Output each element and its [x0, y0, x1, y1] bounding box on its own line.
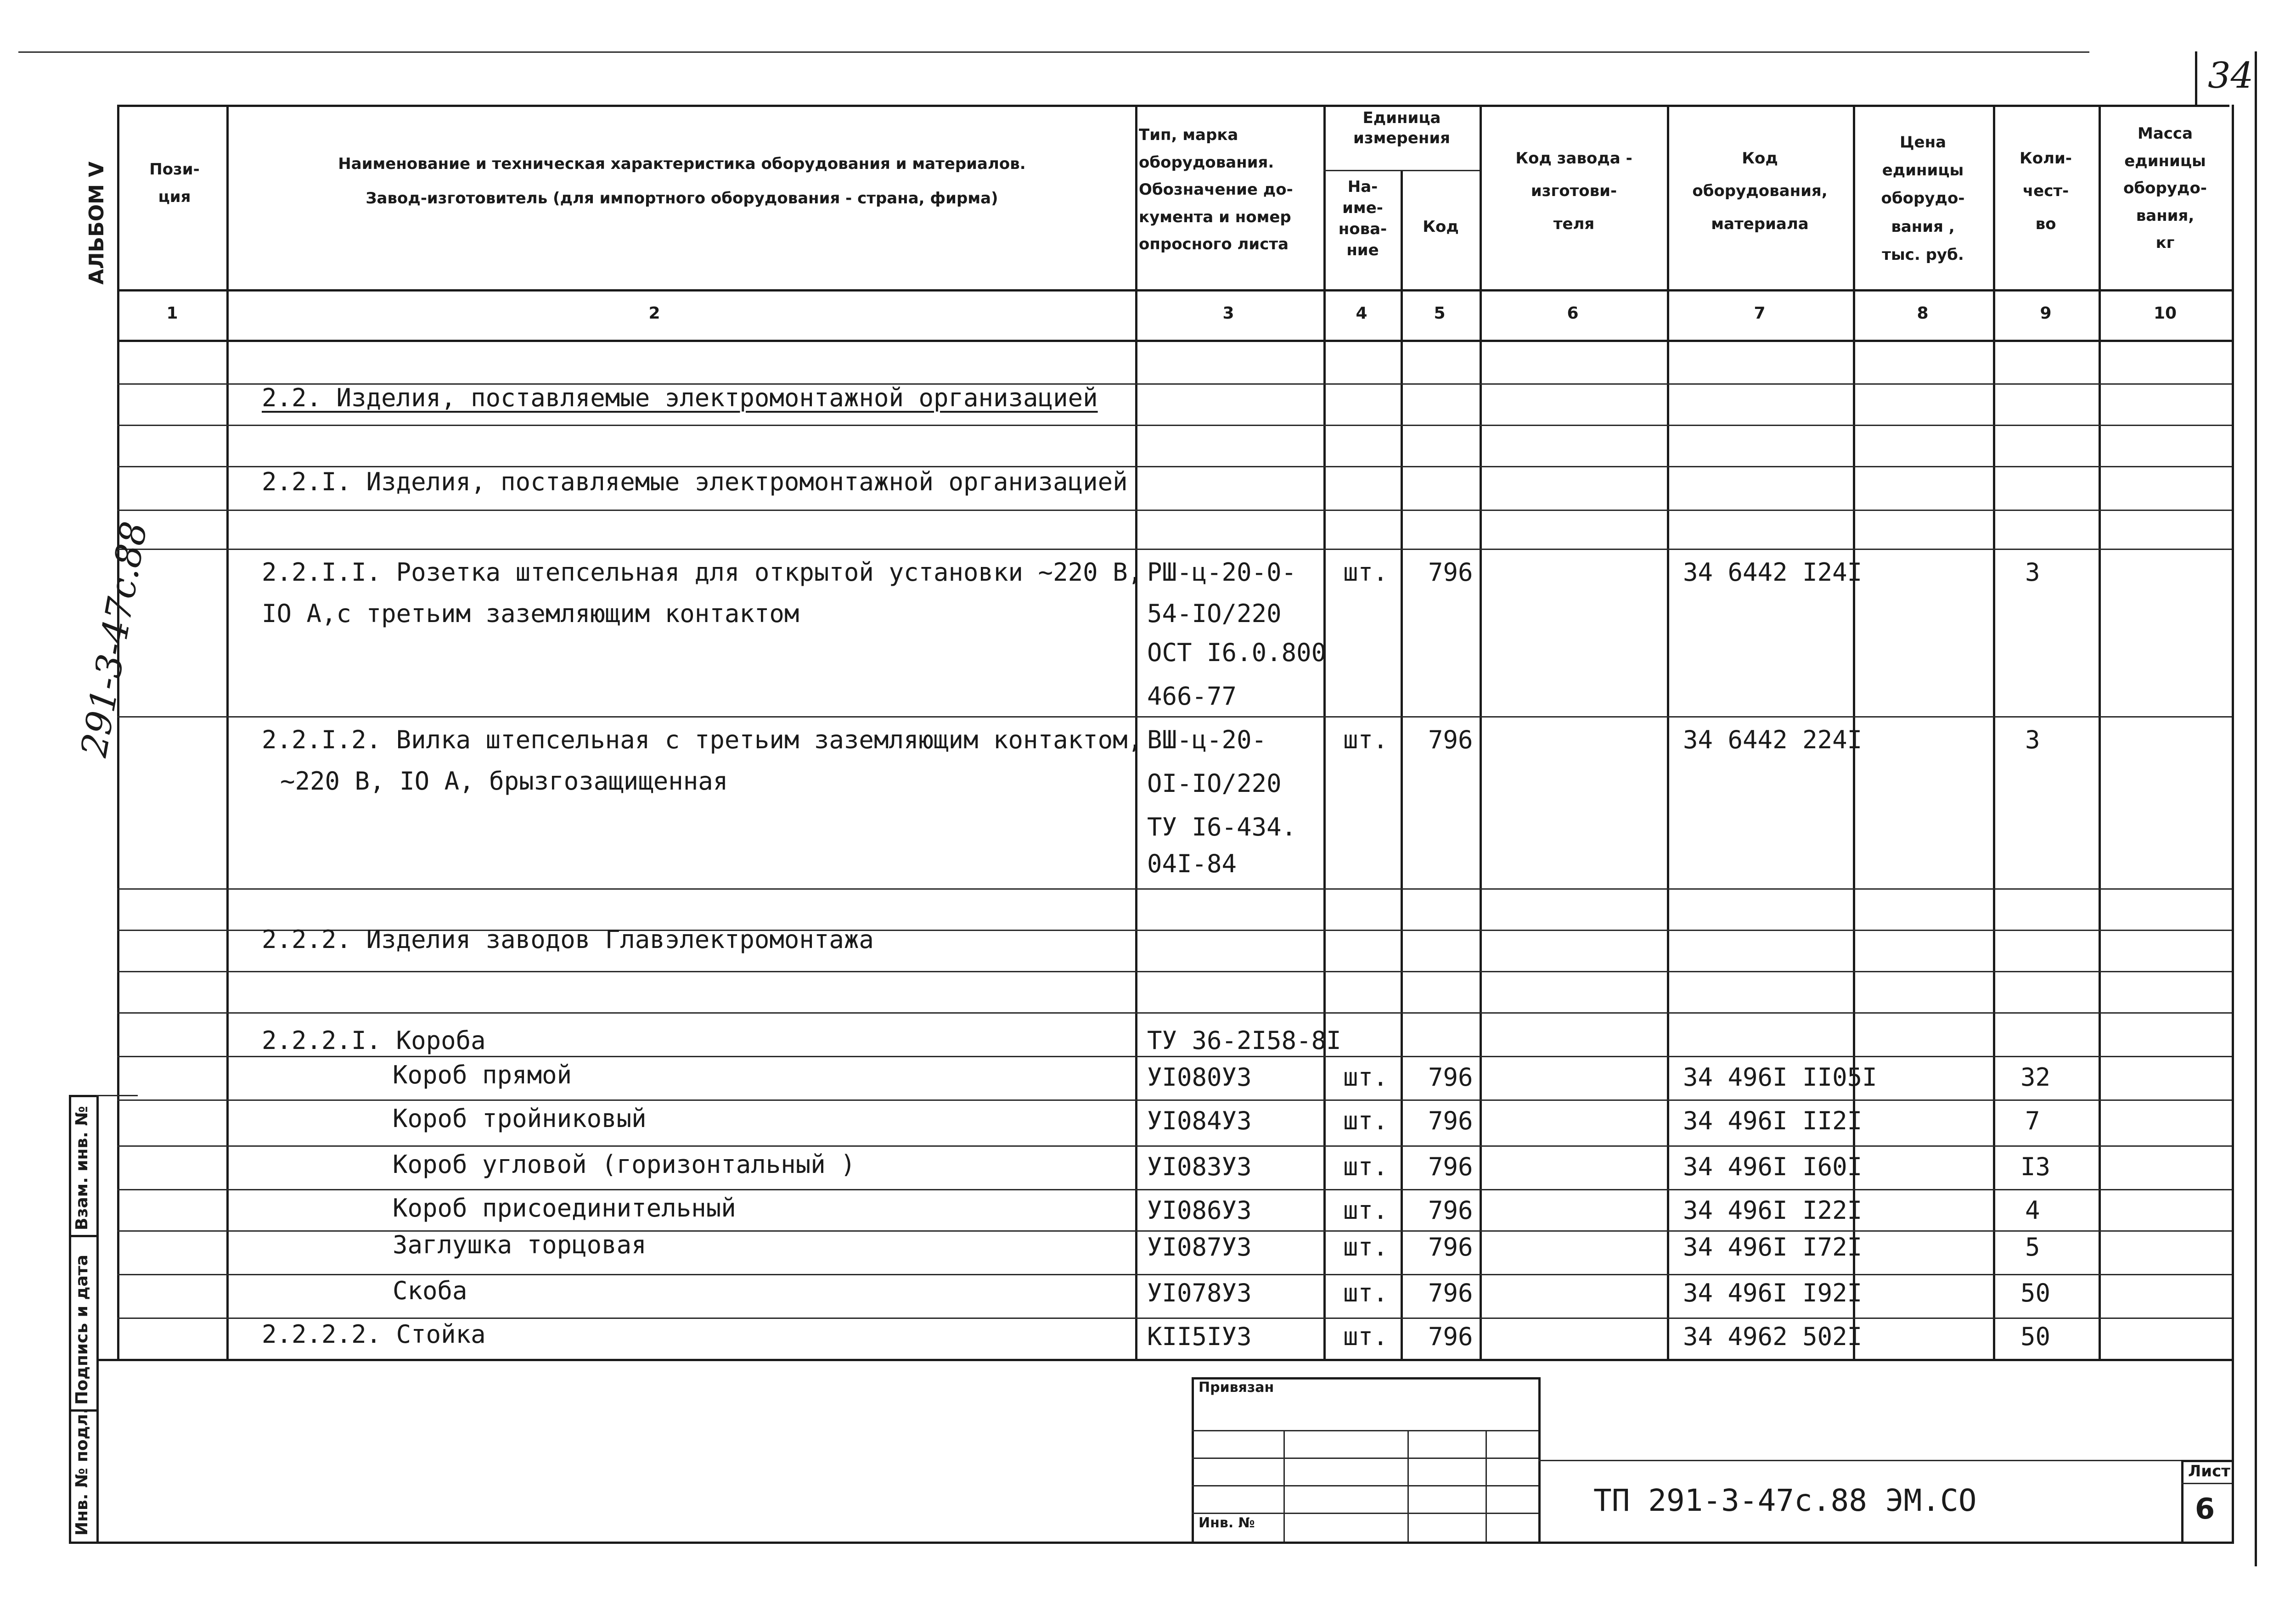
row-name: 2.2.I. Изделия, поставляемые электромонтажной организацией [262, 467, 1128, 496]
row-qty: 3 [2025, 558, 2040, 587]
sheet-label: Лист [2188, 1462, 2230, 1480]
row-type: 04I-84 [1147, 849, 1237, 878]
row-code: 34 496I I60I [1683, 1152, 1863, 1181]
row-qty: 50 [2020, 1322, 2051, 1351]
row-code: 34 4962 502I [1683, 1322, 1863, 1351]
col-num-4: 4 [1356, 304, 1367, 323]
row-name: Короб тройниковый [393, 1104, 647, 1133]
row-name: 2.2.I.2. Вилка штепсельная с третьим заземляющим контактом, [262, 725, 1143, 754]
col-num-1: 1 [166, 304, 178, 323]
row-type: ВШ-ц-20- [1147, 725, 1267, 754]
row-unit: шт. [1343, 1196, 1388, 1225]
header-manufacturer-code: Код завода - изготови- теля [1515, 149, 1632, 233]
row-code: 34 496I II05I [1683, 1063, 1877, 1092]
row-type: УI080У3 [1147, 1063, 1252, 1092]
handwritten-code: 291-3-47с.88 [73, 518, 156, 760]
sheet-number: 6 [2195, 1492, 2215, 1525]
stamp-bound-label: Привязан [1199, 1379, 1274, 1396]
row-code: 34 496I II2I [1683, 1106, 1863, 1135]
row-unit: шт. [1343, 1233, 1388, 1262]
header-equipment-code: Код оборудования, материала [1692, 149, 1828, 233]
row-unit: шт. [1343, 1063, 1388, 1092]
header-name: Наименование и техническая характеристика оборудования и материалов. Завод-изготовитель (для импортного оборудования - страна, фирма) [338, 155, 1026, 207]
row-type: ТУ 36-2I58-8I [1147, 1026, 1341, 1055]
row-unit-code: 796 [1428, 1106, 1473, 1135]
row-qty: 4 [2025, 1196, 2040, 1225]
row-unit-code: 796 [1428, 1196, 1473, 1225]
row-type: ТУ I6-434. [1147, 813, 1297, 841]
row-name: 2.2. Изделия, поставляемые электромонтажной организацией [262, 383, 1098, 412]
header-price: Цена единицы оборудо- вания , тыс. руб. [1881, 133, 1965, 264]
row-name: Короб присоединительный [393, 1194, 736, 1222]
sheet-corner-number: 34 [2208, 55, 2254, 96]
header-quantity: Коли- чест- во [2020, 149, 2072, 233]
album-label: АЛЬБОМ V [85, 161, 108, 285]
header-unit-name: На- име- нова- ние [1338, 178, 1387, 259]
col-num-2: 2 [648, 304, 660, 323]
row-unit-code: 796 [1428, 725, 1473, 754]
row-unit-code: 796 [1428, 1279, 1473, 1307]
row-unit: шт. [1343, 558, 1388, 587]
row-type: 54-IO/220 [1147, 599, 1282, 628]
row-unit: шт. [1343, 725, 1388, 754]
row-name: ~220 В, IO А, брызгозащищенная [280, 767, 728, 796]
row-unit: шт. [1343, 1279, 1388, 1307]
row-qty: 3 [2025, 725, 2040, 754]
row-name: Короб угловой (горизонтальный ) [393, 1150, 855, 1179]
header-position: Пози- ция [149, 160, 200, 206]
col-num-10: 10 [2153, 304, 2177, 323]
row-type: УI083У3 [1147, 1152, 1252, 1181]
row-unit-code: 796 [1428, 558, 1473, 587]
row-unit: шт. [1343, 1322, 1388, 1351]
row-unit-code: 796 [1428, 1233, 1473, 1262]
row-unit-code: 796 [1428, 1152, 1473, 1181]
stamp-podpis: Подпись и дата [73, 1255, 91, 1405]
row-type: УI078У3 [1147, 1279, 1252, 1307]
stamp-inv-label: Инв. № [1199, 1515, 1255, 1531]
row-code: 34 496I I22I [1683, 1196, 1863, 1225]
row-type: УI084У3 [1147, 1106, 1252, 1135]
stamp-vzam-inv: Взам. инв. № [73, 1106, 91, 1230]
row-type: 466-77 [1147, 682, 1237, 711]
row-code: 34 6442 224I [1683, 725, 1863, 754]
row-type: КII5IУ3 [1147, 1322, 1252, 1351]
row-qty: 7 [2025, 1106, 2040, 1135]
row-type: УI087У3 [1147, 1233, 1252, 1262]
row-name: Короб прямой [393, 1060, 572, 1089]
header-unit-group: Единица измерения [1353, 109, 1450, 148]
col-num-9: 9 [2040, 304, 2052, 323]
header-type: Тип, марка оборудования. Обозначение до- кумента и номер опросного листа [1139, 126, 1293, 253]
row-name: 2.2.2.I. Короба [262, 1026, 486, 1055]
row-type: РШ-ц-20-0- [1147, 558, 1297, 587]
row-unit-code: 796 [1428, 1063, 1473, 1092]
document-code: ТП 291-3-47с.88 ЭМ.СО [1593, 1483, 1977, 1518]
col-num-5: 5 [1434, 304, 1446, 323]
row-code: 34 496I I72I [1683, 1233, 1863, 1262]
row-name: Скоба [393, 1276, 467, 1305]
col-num-8: 8 [1917, 304, 1929, 323]
header-unit-code: Код [1423, 218, 1459, 236]
col-num-7: 7 [1754, 304, 1766, 323]
row-unit: шт. [1343, 1106, 1388, 1135]
col-num-3: 3 [1222, 304, 1234, 323]
row-unit-code: 796 [1428, 1322, 1473, 1351]
row-name: 2.2.I.I. Розетка штепсельная для открытой установки ~220 В, [262, 558, 1143, 587]
row-code: 34 496I I92I [1683, 1279, 1863, 1307]
stamp-inv-podl: Инв. № подл. [73, 1408, 91, 1536]
col-num-6: 6 [1567, 304, 1579, 323]
row-qty: 5 [2025, 1233, 2040, 1262]
row-qty: I3 [2020, 1152, 2051, 1181]
row-type: ОСТ I6.0.800 [1147, 638, 1327, 667]
row-name: 2.2.2.2. Стойка [262, 1320, 486, 1349]
row-type: OI-IO/220 [1147, 769, 1282, 798]
row-name: Заглушка торцовая [393, 1230, 647, 1259]
row-code: 34 6442 I24I [1683, 558, 1863, 587]
row-qty: 32 [2020, 1063, 2051, 1092]
row-name: 2.2.2. Изделия заводов Главэлектромонтажа [262, 925, 874, 954]
row-qty: 50 [2020, 1279, 2051, 1307]
row-unit: шт. [1343, 1152, 1388, 1181]
row-type: УI086У3 [1147, 1196, 1252, 1225]
row-name: IO А,с третьим заземляющим контактом [262, 599, 799, 628]
header-mass: Масса единицы оборудо- вания, кг [2123, 124, 2207, 252]
